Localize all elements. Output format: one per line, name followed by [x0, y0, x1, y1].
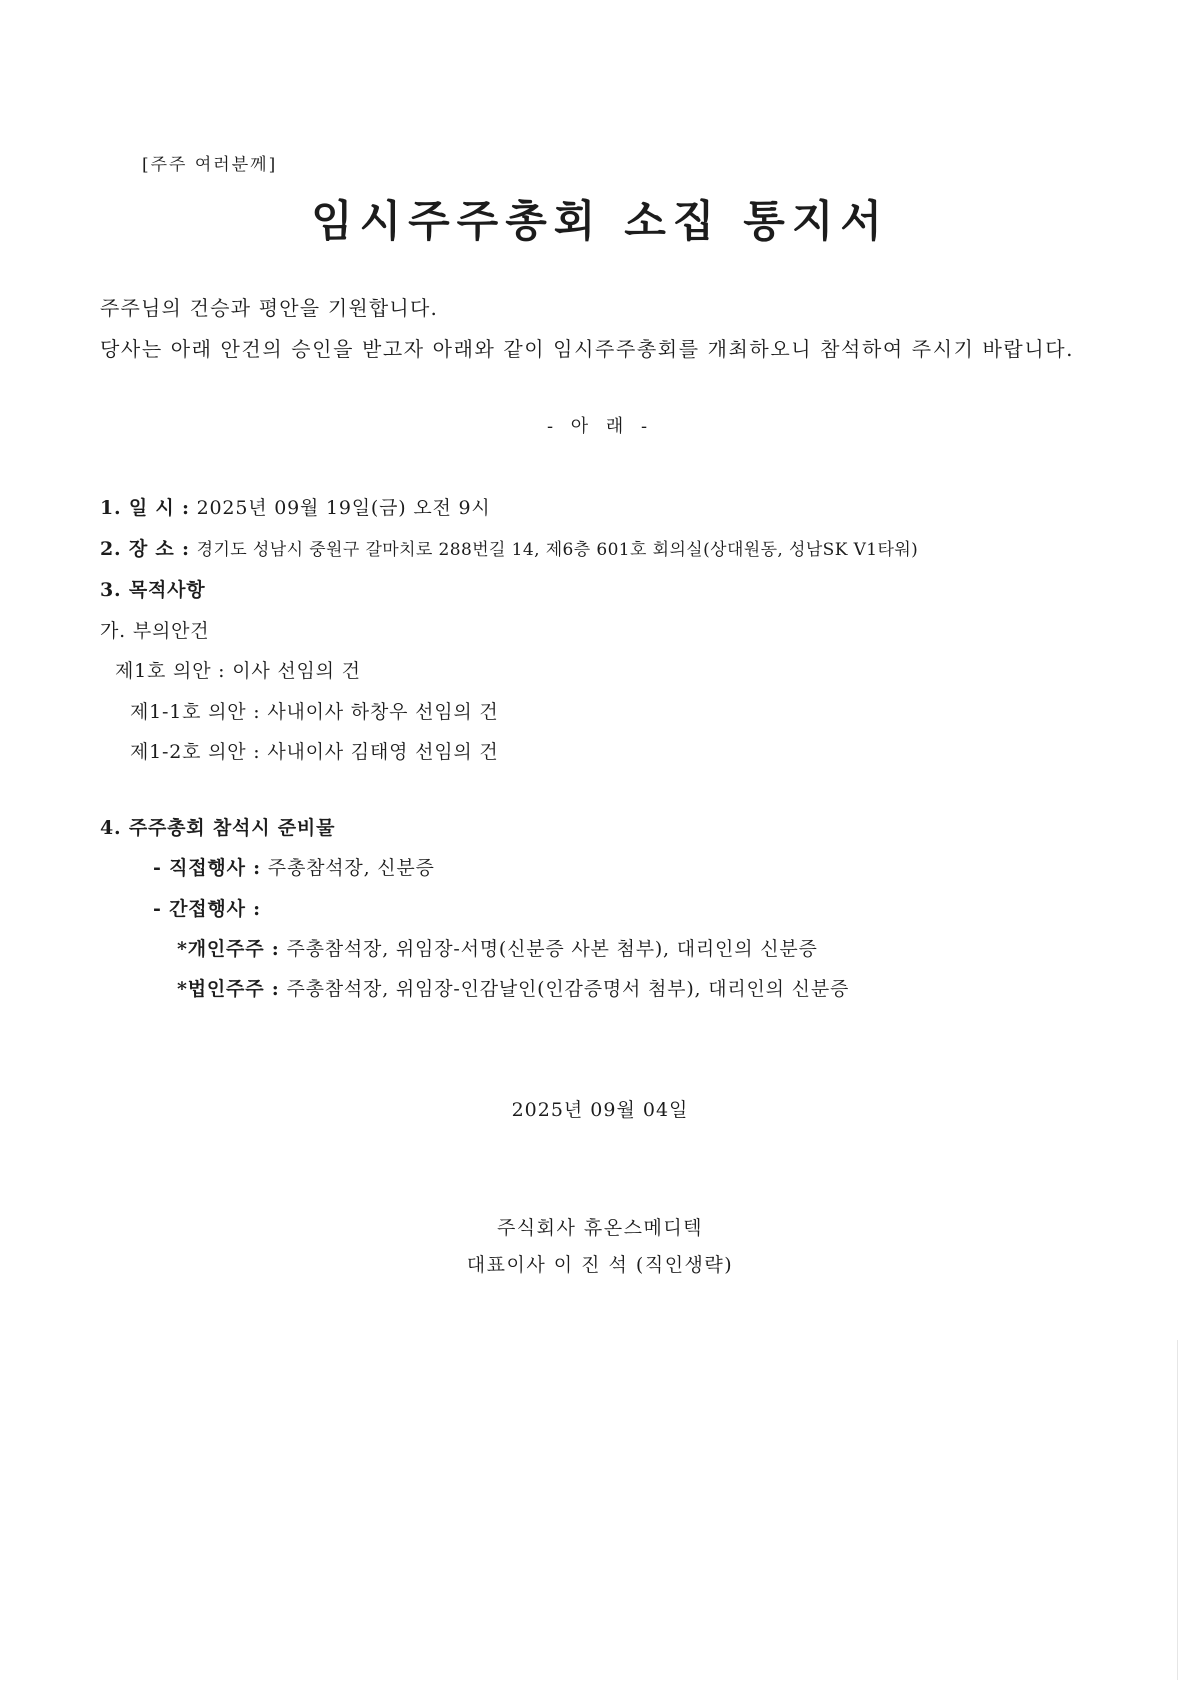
place-row: [100, 534, 918, 561]
greeting-text: 주주님의 건승과 평안을 기원합니다.: [100, 296, 439, 320]
company-name: 주식회사 휴온스메디텍: [496, 1217, 704, 1239]
agenda-item-1-1: 제1-1호 의안 : 사내이사 하창우 선임의 건: [130, 701, 499, 723]
individual-shareholder-row: [177, 934, 818, 961]
datetime-value: 2025년 09월 19일(금) 오전 9시: [196, 497, 491, 519]
document-title: 임시주주총회 소집 통지서: [311, 197, 889, 247]
addressee: [주주 여러분께]: [142, 155, 278, 175]
section-marker: - 아 래 -: [546, 416, 654, 437]
place-label: 2. 장 소 :: [100, 538, 190, 560]
notice-date: 2025년 09월 04일: [511, 1099, 689, 1121]
agenda-heading: 가. 부의안건: [100, 620, 210, 642]
direct-exercise-row: [153, 853, 435, 880]
direct-exercise-label: - 직접행사 :: [153, 857, 261, 879]
corporate-shareholder-label: *법인주주 :: [177, 978, 280, 1000]
agenda-item-1-2: 제1-2호 의안 : 사내이사 김태영 선임의 건: [130, 741, 499, 763]
datetime-label: 1. 일 시 :: [100, 497, 190, 519]
individual-shareholder-value: 주총참석장, 위임장-서명(신분증 사본 첨부), 대리인의 신분증: [286, 938, 818, 960]
preparation-label: 4. 주주총회 참석시 준비물: [100, 817, 336, 839]
corporate-shareholder-value: 주총참석장, 위임장-인감날인(인감증명서 첨부), 대리인의 신분증: [286, 978, 850, 1000]
datetime-row: [100, 493, 491, 520]
place-value: 경기도 성남시 중원구 갈마치로 288번길 14, 제6층 601호 회의실(상대원동, 성남SK V1타워): [196, 540, 919, 560]
scan-edge-mark: [1177, 1340, 1178, 1680]
individual-shareholder-label: *개인주주 :: [177, 938, 280, 960]
indirect-exercise-label: - 간접행사 :: [153, 898, 261, 920]
ceo-signature-line: 대표이사 이 진 석 (직인생략): [466, 1254, 734, 1276]
purpose-label: 3. 목적사항: [100, 579, 206, 601]
direct-exercise-value: 주총참석장, 신분증: [267, 857, 435, 879]
intro-text: 당사는 아래 안건의 승인을 받고자 아래와 같이 임시주주총회를 개최하오니 참석하여 주시기 바랍니다.: [100, 337, 1075, 361]
corporate-shareholder-row: [177, 974, 849, 1001]
agenda-item-1: 제1호 의안 : 이사 선임의 건: [115, 660, 361, 682]
